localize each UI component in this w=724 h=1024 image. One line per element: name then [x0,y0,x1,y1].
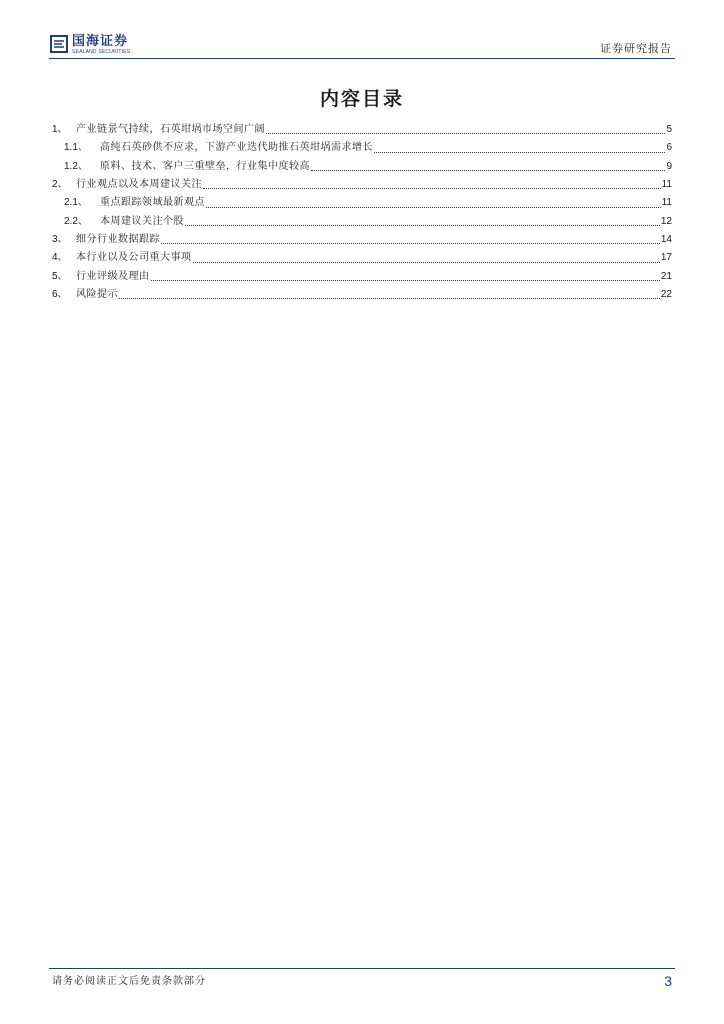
toc-entry[interactable] [52,176,672,194]
toc-entry-title: 产业链景气持续，石英坩埚市场空间广阔 [76,124,265,135]
toc-entry-number: 5、 [52,270,68,282]
toc-entry-title: 行业观点以及本周建议关注 [76,179,202,191]
toc-entry[interactable] [52,139,672,157]
toc-entry-title: 本行业以及公司重大事项 [76,252,192,264]
toc-entry[interactable] [52,158,672,176]
toc-entry-page: 17 [660,252,672,264]
toc-entry[interactable] [52,231,672,249]
toc-entry-title: 原料、技术、客户三重壁垒，行业集中度较高 [100,160,310,172]
toc-entry-page: 22 [660,289,672,301]
toc-leader-dots [151,279,660,281]
toc-entry[interactable] [52,194,672,212]
toc-entry-title: 重点跟踪领域最新观点 [100,197,205,209]
toc-entry-page: 21 [660,270,672,282]
toc-entry[interactable] [52,268,672,286]
toc-leader-dots [311,169,665,171]
toc-entry-title: 本周建议关注个股 [100,215,184,227]
toc-entry-number: 1、 [52,124,68,135]
toc-entry-number: 3、 [52,234,68,246]
brand-name-en: SEALAND SECURITIES [72,49,131,55]
toc-entry-page: 12 [660,215,672,227]
toc-entry-title: 高纯石英砂供不应求，下游产业迭代助推石英坩埚需求增长 [100,142,373,154]
toc-leader-dots [266,132,665,134]
toc-title: 内容目录 [319,88,404,110]
toc-entry[interactable] [52,213,672,231]
toc-entry-page: 11 [661,197,672,209]
toc-entry-page: 9 [666,160,672,172]
toc-entry[interactable] [52,286,672,304]
toc-entry-page: 6 [666,142,672,154]
toc-entry[interactable] [52,249,672,267]
table-of-contents [52,121,672,304]
toc-leader-dots [374,151,665,153]
toc-entry-number: 2、 [52,179,68,191]
toc-entry-number: 1.1、 [64,142,88,154]
toc-entry-number: 1.2、 [64,160,88,172]
toc-leader-dots [119,297,660,299]
report-type-label: 证券研究报告 [600,42,672,55]
toc-entry-title: 细分行业数据跟踪 [76,234,160,246]
sealand-logo-icon [50,35,68,53]
page-number: 3 [664,973,672,989]
toc-entry-page: 5 [666,124,672,135]
toc-leader-dots [161,242,660,244]
header-divider [49,58,675,59]
toc-entry-number: 2.2、 [64,215,88,227]
toc-leader-dots [185,224,660,226]
toc-leader-dots [193,261,660,263]
brand-name-cn: 国海证券 [72,34,129,49]
toc-entry-title: 风险提示 [76,289,118,301]
footer-divider [49,968,675,969]
toc-entry-page: 11 [661,179,672,191]
footer-disclaimer: 请务必阅读正文后免责条款部分 [52,976,206,987]
toc-leader-dots [203,187,661,189]
company-logo [50,34,150,58]
toc-entry-title: 行业评级及理由 [76,270,150,282]
toc-entry-page: 14 [660,234,672,246]
toc-leader-dots [206,206,661,208]
toc-entry[interactable] [52,121,672,139]
toc-entry-number: 4、 [52,252,68,264]
toc-entry-number: 6、 [52,289,68,301]
toc-entry-number: 2.1、 [64,197,88,209]
